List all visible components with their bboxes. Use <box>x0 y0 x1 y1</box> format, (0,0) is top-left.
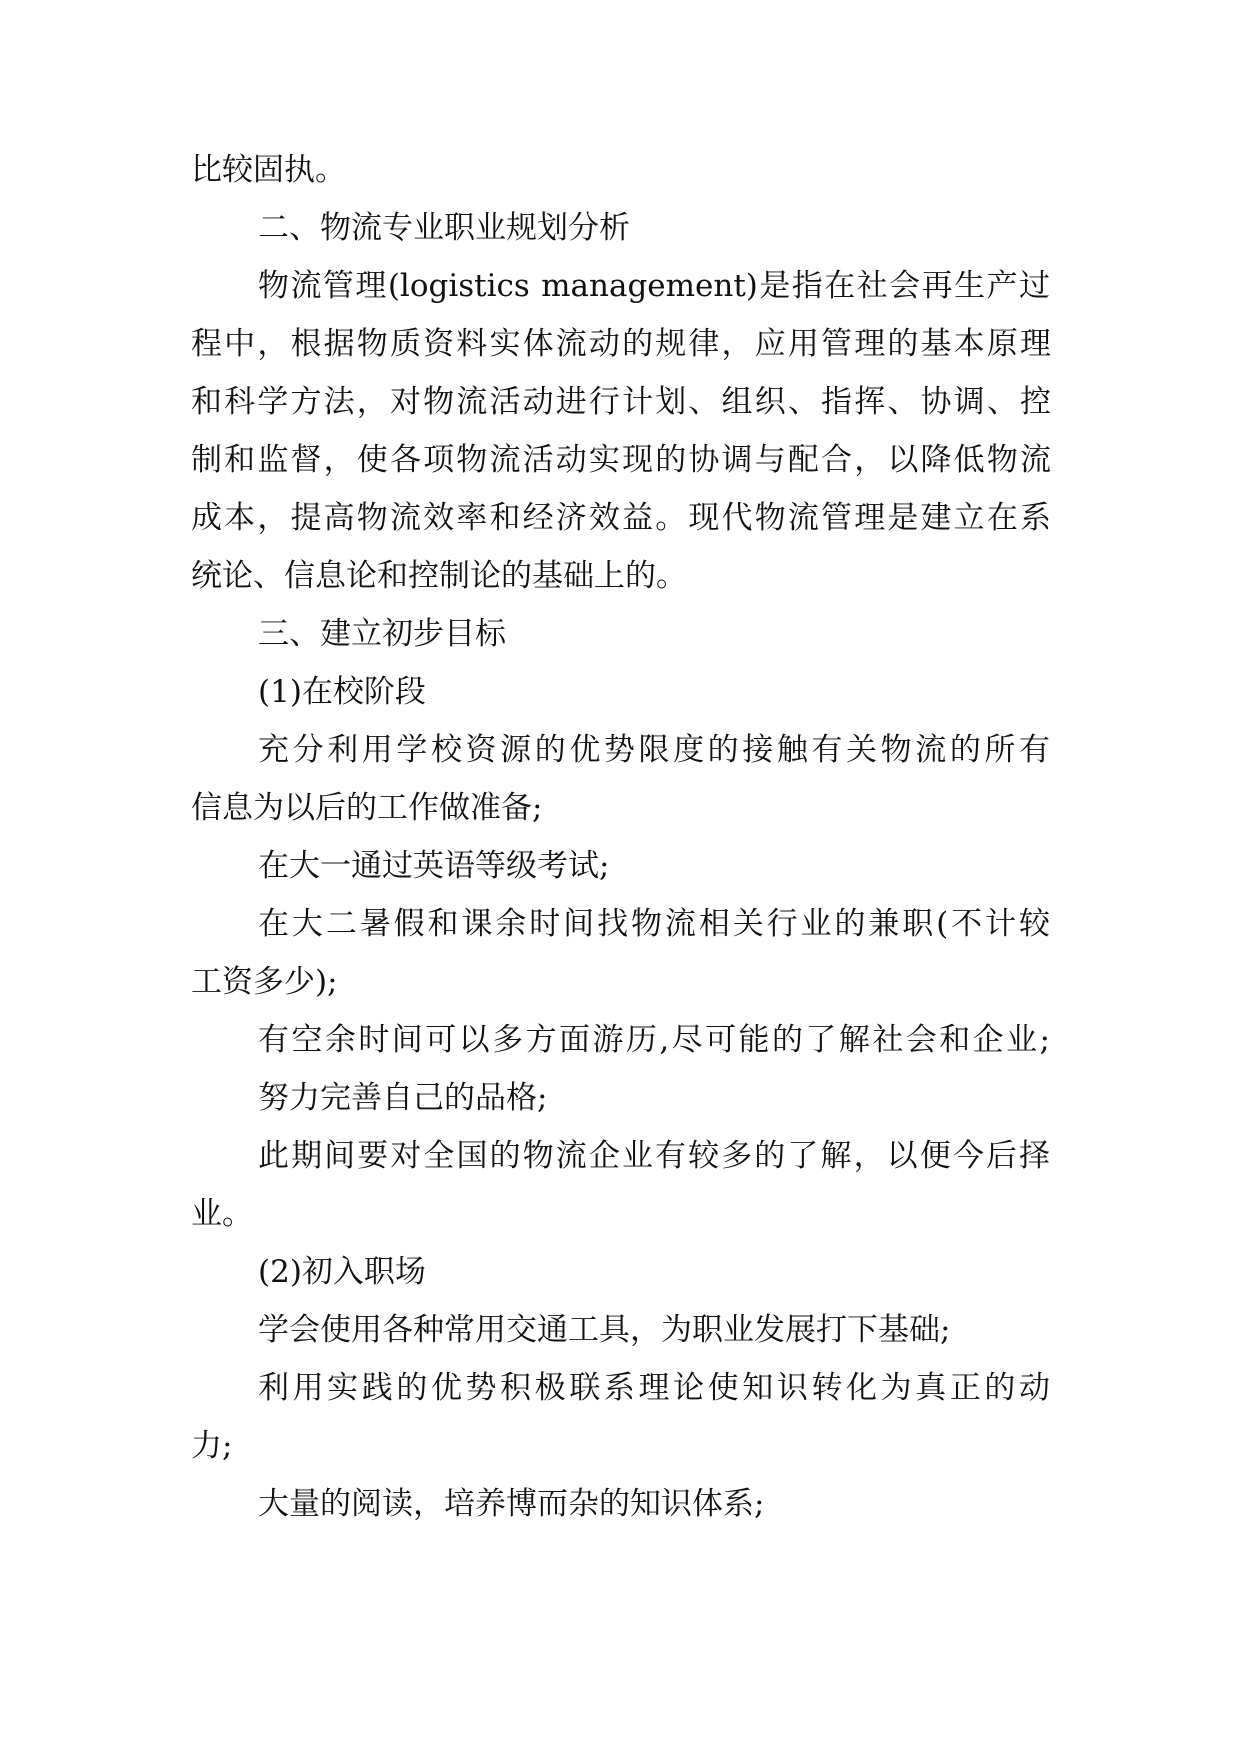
text-line: 制和监督，使各项物流活动实现的协调与配合，以降低物流 <box>191 442 1051 478</box>
text-line: 大量的阅读，培养博而杂的知识体系; <box>258 1486 765 1522</box>
text-line: 和科学方法，对物流活动进行计划、组织、指挥、协调、控 <box>191 384 1051 420</box>
text-line: 成本，提高物流效率和经济效益。现代物流管理是建立在系 <box>191 500 1051 536</box>
text-line: 充分利用学校资源的优势限度的接触有关物流的所有 <box>258 732 1050 768</box>
subsection-heading: (2)初入职场 <box>258 1254 426 1290</box>
subsection-heading: (1)在校阶段 <box>258 674 426 710</box>
text-line: 程中，根据物质资料实体流动的规律，应用管理的基本原理 <box>191 326 1051 362</box>
text-line: 努力完善自己的品格; <box>258 1080 548 1116</box>
text-line: 物流管理(logistics management)是指在社会再生产过 <box>258 268 1050 304</box>
text-line: 有空余时间可以多方面游历,尽可能的了解社会和企业; <box>258 1022 1050 1058</box>
text-line: 此期间要对全国的物流企业有较多的了解，以便今后择 <box>258 1138 1050 1174</box>
text-line: 学会使用各种常用交通工具，为职业发展打下基础; <box>258 1312 951 1348</box>
text-line: 在大二暑假和课余时间找物流相关行业的兼职(不计较 <box>258 906 1050 942</box>
text-line: 在大一通过英语等级考试; <box>258 848 610 884</box>
section-heading: 二、物流专业职业规划分析 <box>258 210 630 246</box>
text-line: 业。 <box>191 1196 253 1232</box>
text-line: 信息为以后的工作做准备; <box>191 790 543 826</box>
text-line: 利用实践的优势积极联系理论使知识转化为真正的动 <box>258 1370 1050 1406</box>
text-line: 工资多少); <box>191 964 338 1000</box>
text-line: 力; <box>191 1428 233 1464</box>
section-heading: 三、建立初步目标 <box>258 616 506 652</box>
text-line: 比较固执。 <box>191 152 346 188</box>
text-line: 统论、信息论和控制论的基础上的。 <box>191 558 687 594</box>
